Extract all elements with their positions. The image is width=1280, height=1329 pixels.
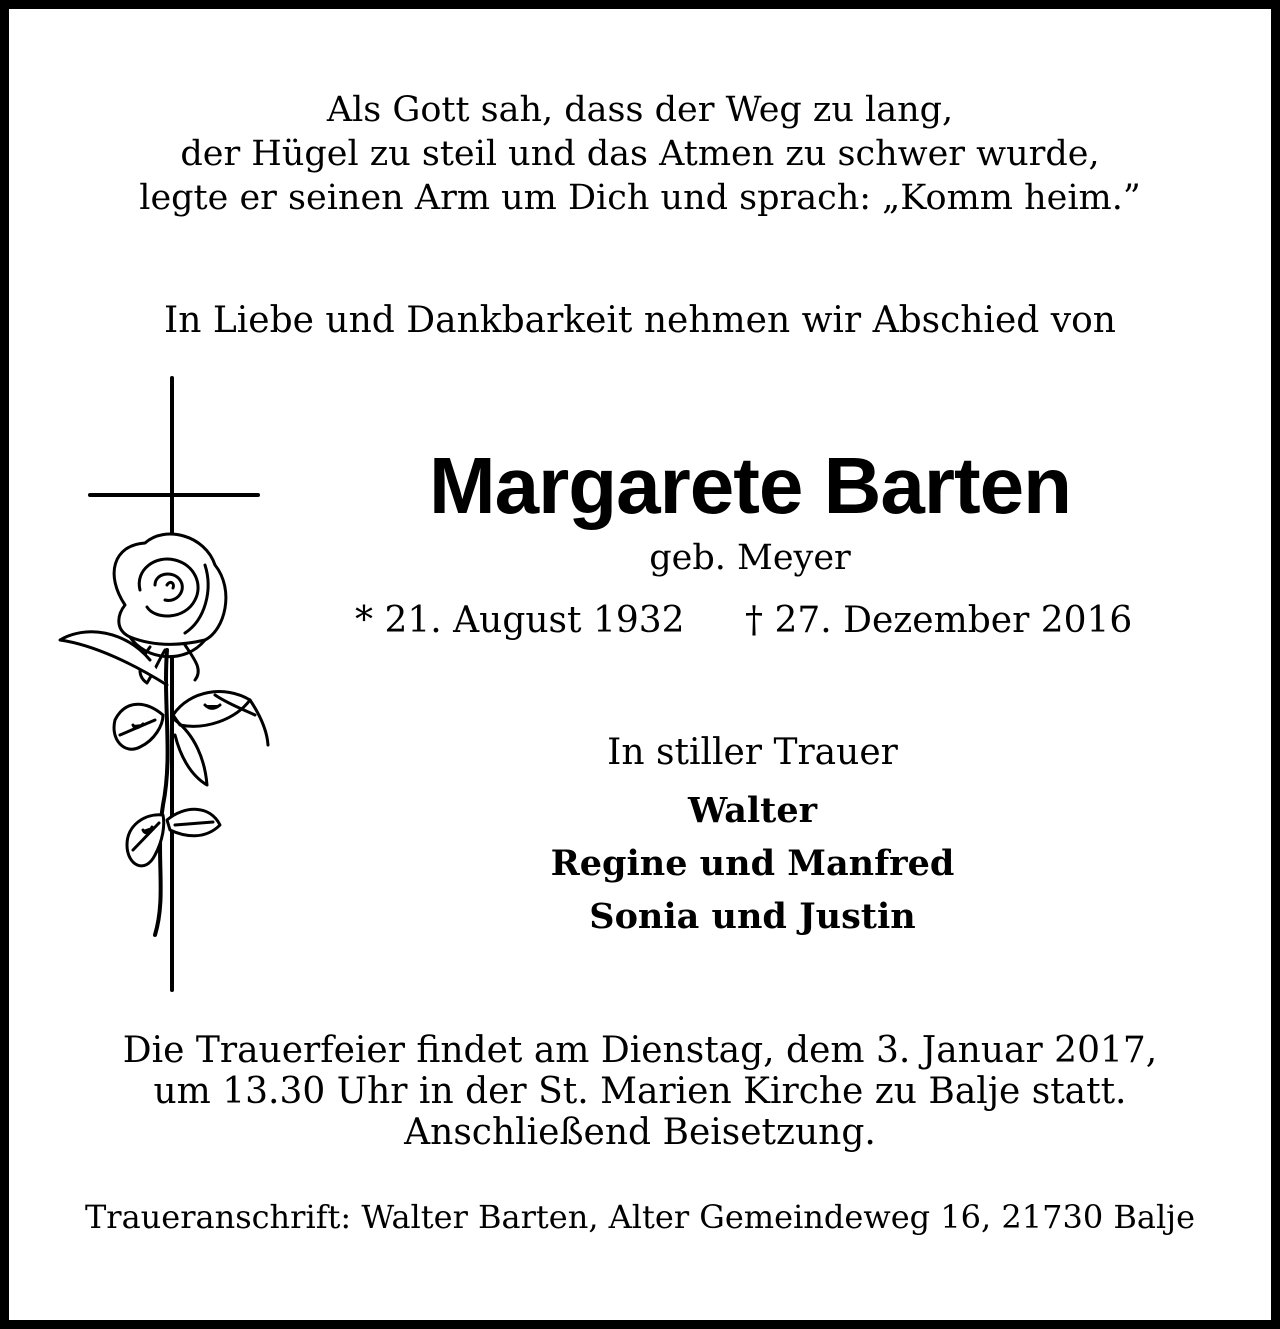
mourning-address: Traueranschrift: Walter Barten, Alter Gemeindeweg 16, 21730 Balje [84, 1198, 1196, 1236]
mourner-name: Regine und Manfred [550, 843, 955, 884]
mourner-name: Sonia und Justin [589, 896, 916, 937]
mourner-name: Walter [687, 790, 818, 831]
maiden-name: geb. Meyer [649, 538, 851, 578]
death-date: † 27. Dezember 2016 [745, 600, 1133, 641]
cross-with-rose-icon [55, 375, 285, 1000]
farewell-intro: In Liebe und Dankbarkeit nehmen wir Abschied von [164, 300, 1116, 341]
poem-line-3: legte er seinen Arm um Dich und sprach: „Komm heim.” [139, 178, 1141, 218]
service-line-1: Die Trauerfeier findet am Dienstag, dem 3. Januar 2017, [122, 1030, 1158, 1071]
poem-line-2: der Hügel zu steil und das Atmen zu schwer wurde, [180, 134, 1100, 174]
service-line-3: Anschließend Beisetzung. [404, 1112, 876, 1153]
mourners-heading: In stiller Trauer [607, 732, 898, 773]
deceased-name: Margarete Barten [428, 441, 1071, 530]
service-line-2: um 13.30 Uhr in der St. Marien Kirche zu Balje statt. [153, 1071, 1127, 1112]
poem-line-1: Als Gott sah, dass der Weg zu lang, [326, 90, 954, 130]
birth-date: * 21. August 1932 [355, 600, 685, 641]
